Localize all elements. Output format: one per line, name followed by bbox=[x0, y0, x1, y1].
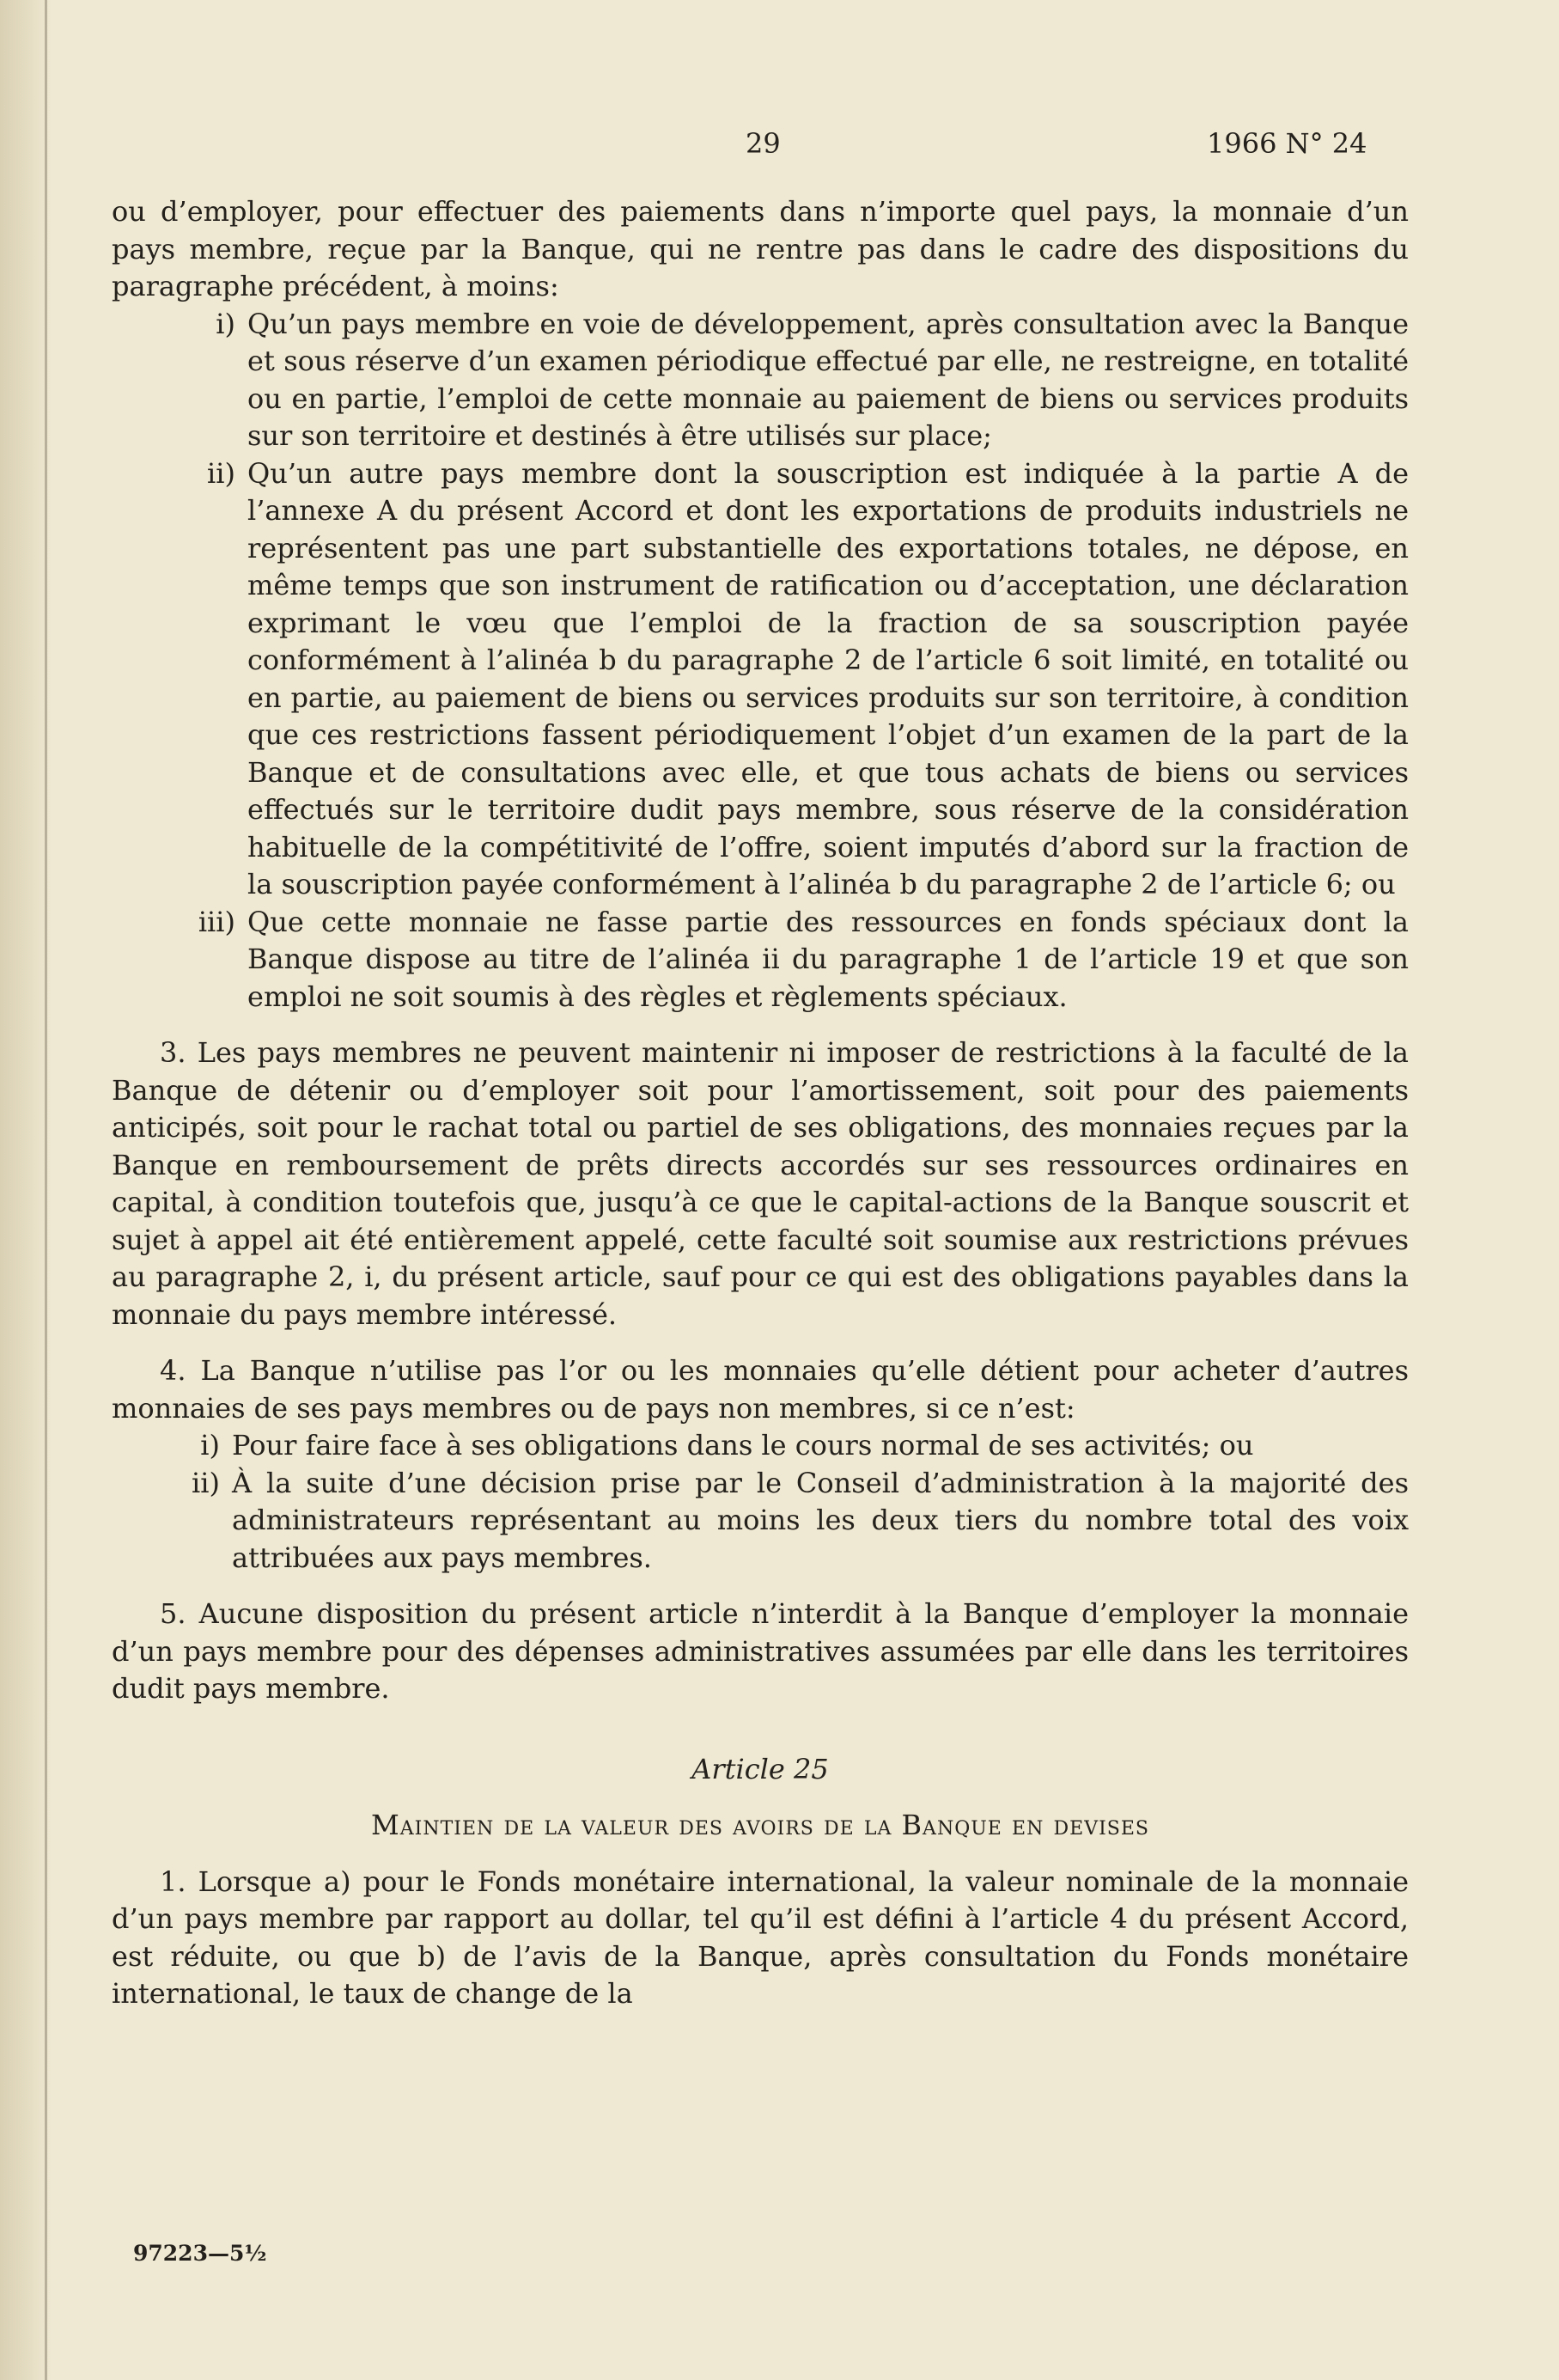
list-item-number: iii) bbox=[198, 905, 235, 938]
article-25-paragraph-1: 1. Lorsque a) pour le Fonds monétaire international, la valeur nominale de la monnaie d’un pays membre par rapport au dollar, tel qu’il est défini à l’article 4 du présent Accord, est réduite, ou que b) de l’avis de la Banque, après consultation du Fonds monétaire international, le taux de change de la bbox=[112, 1864, 1409, 2010]
paragraph-5: 5. Aucune disposition du présent article n’interdit à la Banque d’employer la monnaie d’un pays membre pour des dépenses administratives assumées par elle dans les territoires dudit pays membre. bbox=[112, 1597, 1409, 1705]
list-item-text: Qu’un pays membre en voie de développement, après consultation avec la Banque et sous réserve d’un examen périodique effectué par elle, ne restreigne, en totalité ou en partie, l’emploi de cette monnaie au paiement de biens ou services produits sur son territoire et destinés à être utilisés sur place; bbox=[247, 307, 1409, 452]
year-number: 1966 N° 24 bbox=[1207, 127, 1367, 160]
list-item-number: ii) bbox=[192, 1466, 220, 1499]
list-item bbox=[112, 904, 1409, 1016]
list-item bbox=[112, 1427, 1409, 1465]
article-title: Article 25 bbox=[691, 1752, 829, 1785]
printer-code: 97223—5½ bbox=[133, 2241, 267, 2266]
list-item bbox=[112, 1465, 1409, 1578]
page-header bbox=[0, 127, 1559, 168]
list-item-text: Qu’un autre pays membre dont la souscription est indiquée à la partie A de l’annexe A du présent Accord et dont les exportations de produits industriels ne représentent pas une part substantielle des exportations totales, ne dépose, en même temps que son instrument de ratification ou d’acceptation, une déclaration exprimant le vœu que l’emploi de la fraction de sa souscription payée conformément à l’alinéa b du paragraphe 2 de l’article 6 soit limité, en totalité ou en partie, au paiement de biens ou services produits sur son territoire, à condition que ces restrictions fassent périodiquement l’objet d’un examen de la part de la Banque et de consultations avec elle, et que tous achats de biens ou services effectués sur le territoire dudit pays membre, sous réserve de la considération habituelle de la compétitivité de l’offre, soient imputés d’abord sur la fraction de la souscription payée conformément à l’alinéa b du paragraphe 2 de l’article 6; ou bbox=[247, 456, 1409, 900]
list-item-number: i) bbox=[216, 307, 235, 340]
document-body bbox=[112, 193, 1409, 2013]
paragraph-3: 3. Les pays membres ne peuvent maintenir ni imposer de restrictions à la faculté de la Banque de détenir ou d’employer soit pour l’amortissement, soit pour des paiements anticipés, soit pour le rachat total ou partiel de ses obligations, des monnaies reçues par la Banque en remboursement de prêts directs accordés sur ses ressources ordinaires en capital, à condition toutefois que, jusqu’à ce que le capital-actions de la Banque souscrit et sujet à appel ait été entièrement appelé, cette faculté soit soumise aux restrictions prévues au paragraphe 2, i, du présent article, sauf pour ce qui est des obligations payables dans la monnaie du pays membre intéressé. bbox=[112, 1036, 1409, 1331]
list-item-text: Pour faire face à ses obligations dans le cours normal de ses activités; ou bbox=[232, 1429, 1254, 1462]
list-item bbox=[112, 455, 1409, 904]
section-title: Maintien de la valeur des avoirs de la Banque en devises bbox=[371, 1809, 1149, 1841]
list-item bbox=[112, 306, 1409, 455]
list-item-number: i) bbox=[200, 1429, 220, 1462]
page-gutter-shadow bbox=[0, 0, 52, 2380]
list-item-text: À la suite d’une décision prise par le Conseil d’administration à la majorité des administrateurs représentant au moins les deux tiers du nombre total des voix attribuées aux pays membres. bbox=[232, 1466, 1409, 1574]
paragraph-4: 4. La Banque n’utilise pas l’or ou les monnaies qu’elle détient pour acheter d’autres monnaies de ses pays membres ou de pays non membres, si ce n’est: bbox=[112, 1354, 1409, 1425]
intro-paragraph: ou d’employer, pour effectuer des paiements dans n’importe quel pays, la monnaie d’un pays membre, reçue par la Banque, qui ne rentre pas dans le cadre des dispositions du paragraphe précédent, à moins: bbox=[112, 195, 1409, 302]
binding-edge bbox=[45, 0, 47, 2380]
list-item-number: ii) bbox=[207, 456, 235, 490]
list-item-text: Que cette monnaie ne fasse partie des ressources en fonds spéciaux dont la Banque dispose au titre de l’alinéa ii du paragraphe 1 de l’article 19 et que son emploi ne soit soumis à des règles et règlements spéciaux. bbox=[247, 905, 1409, 1013]
page-number: 29 bbox=[746, 127, 781, 160]
